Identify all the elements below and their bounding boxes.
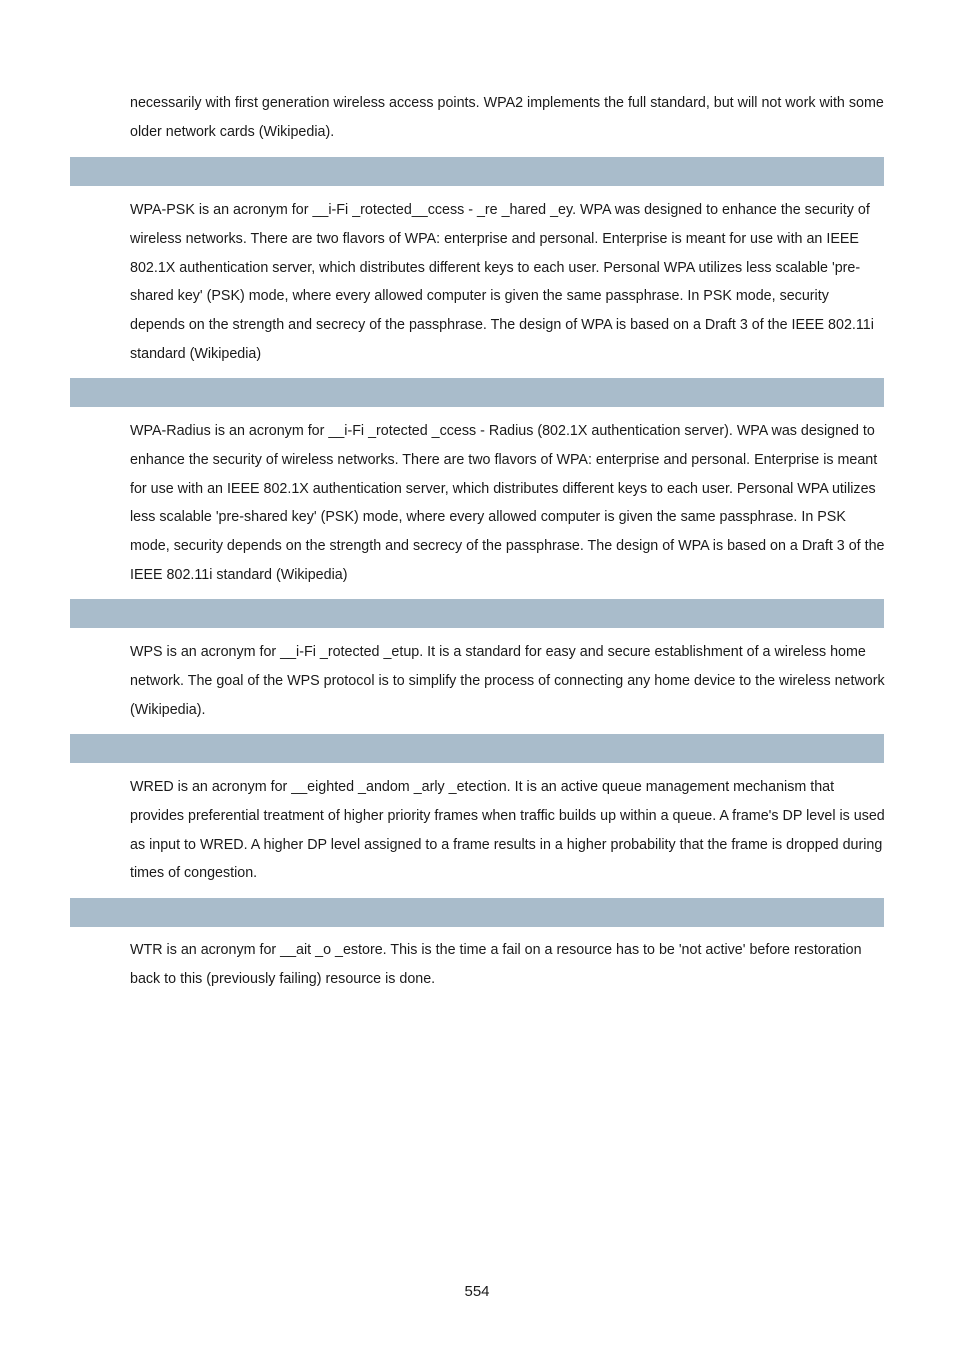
entry-heading-band-wred: [70, 734, 884, 763]
entry-paragraph-wps: WPS is an acronym for __i-Fi _rotected _etup. It is a standard for easy and secure establishment of a wireless home network. The goal of the WPS protocol is to simplify the process of connecting any home device to the wireless network (Wikipedia).: [130, 644, 885, 718]
entry-heading-band-wpa-psk: [70, 157, 884, 186]
entry-paragraph-wpa-radius: WPA-Radius is an acronym for __i-Fi _rotected _ccess - Radius (802.1X authentication server). WPA was designed to enhance the security of wireless networks. There are two flavors of WPA: enterprise and personal. Enterprise is meant for use with an IEEE 802.1X authentication server, which distributes different keys to each user. Personal WPA utilizes less scalable 'pre-shared key' (PSK) mode, where every allowed computer is given the same passphrase. In PSK mode, security depends on the strength and secrecy of the passphrase. The design of WPA is based on a Draft 3 of the IEEE 802.11i standard (Wikipedia): [130, 423, 885, 583]
entry-heading-band-wtr: [70, 898, 884, 927]
entry-paragraph-wtr: WTR is an acronym for __ait _o _estore. This is the time a fail on a resource has to be 'not active' before restoration back to this (previously failing) resource is done.: [130, 942, 862, 987]
intro-paragraph: necessarily with first generation wireless access points. WPA2 implements the full standard, but will not work with some older network cards (Wikipedia).: [130, 95, 884, 140]
entry-paragraph-wpa-psk: WPA-PSK is an acronym for __i-Fi _rotected__ccess - _re _hared _ey. WPA was designed to enhance the security of wireless networks. There are two flavors of WPA: enterprise and personal. Enterprise is meant for use with an IEEE 802.1X authentication server, which distributes different keys to each user. Personal WPA utilizes less scalable 'pre-shared key' (PSK) mode, where every allowed computer is given the same passphrase. In PSK mode, security depends on the strength and secrecy of the passphrase. The design of WPA is based on a Draft 3 of the IEEE 802.11i standard (Wikipedia): [130, 202, 874, 362]
entry-paragraph-wred: WRED is an acronym for __eighted _andom _arly _etection. It is an active queue management mechanism that provides preferential treatment of higher priority frames when traffic builds up within a queue. A frame's DP level is used as input to WRED. A higher DP level assigned to a frame results in a higher probability that the frame is dropped during times of congestion.: [130, 779, 885, 882]
entry-heading-band-wps: [70, 599, 884, 628]
entry-heading-band-wpa-radius: [70, 378, 884, 407]
page-number: 554: [464, 1283, 490, 1300]
